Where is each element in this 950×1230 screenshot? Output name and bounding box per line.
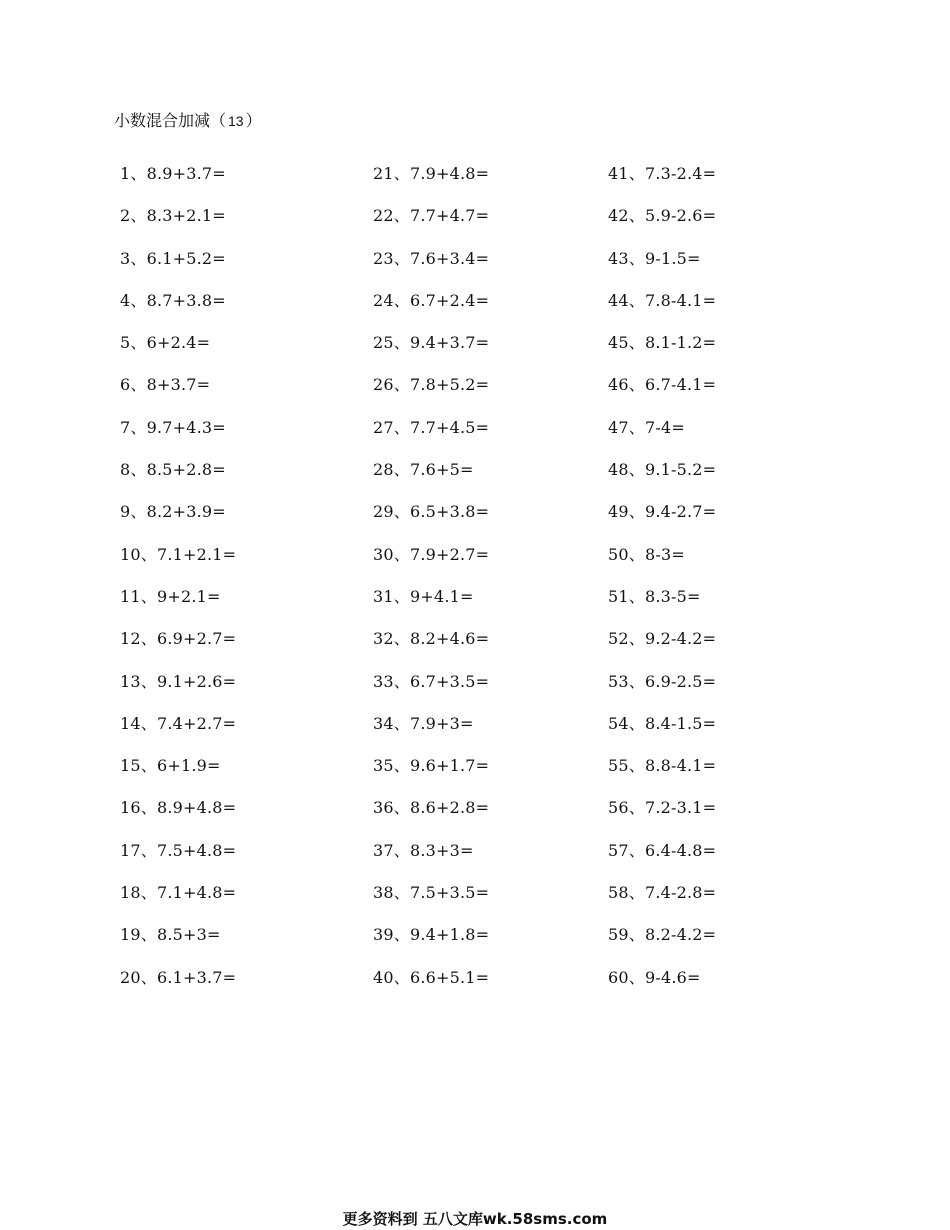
problem-item: 15、6+1.9= [120,756,221,776]
problem-item: 60、9-4.6= [608,967,701,987]
problem-item: 25、9.4+3.7= [373,333,490,353]
problem-item: 50、8-3= [608,544,685,564]
problem-item: 28、7.6+5= [373,460,474,480]
problem-item: 37、8.3+3= [373,840,474,860]
problem-item: 41、7.3-2.4= [608,164,717,183]
problem-item: 31、9+4.1= [373,586,474,606]
problem-item: 8、8.5+2.8= [120,460,226,480]
title-number: 13 [228,113,244,129]
problem-item: 6、8+3.7= [120,375,211,395]
problem-item: 9、8.2+3.9= [120,502,226,522]
problem-item: 7、9.7+4.3= [120,417,226,437]
problem-item: 30、7.9+2.7= [373,544,490,564]
problem-item: 46、6.7-4.1= [608,375,717,395]
problem-item: 21、7.9+4.8= [373,164,490,183]
problem-item: 2、8.3+2.1= [120,206,226,226]
problem-item: 49、9.4-2.7= [608,502,717,522]
problem-item: 59、8.2-4.2= [608,925,717,945]
problem-item: 14、7.4+2.7= [120,713,237,733]
problem-column-2 [373,158,603,1004]
problem-item: 17、7.5+4.8= [120,840,237,860]
problem-item: 55、8.8-4.1= [608,756,717,776]
problem-item: 4、8.7+3.8= [120,290,226,310]
problem-item: 33、6.7+3.5= [373,671,490,691]
problem-item: 19、8.5+3= [120,925,221,945]
problem-item: 12、6.9+2.7= [120,629,237,649]
problem-item: 27、7.7+4.5= [373,417,490,437]
problem-item: 23、7.6+3.4= [373,248,490,268]
problem-item: 57、6.4-4.8= [608,840,717,860]
problem-item: 39、9.4+1.8= [373,925,490,945]
problem-column-1 [120,158,350,1004]
problem-item: 18、7.1+4.8= [120,883,237,903]
problem-item: 22、7.7+4.7= [373,206,490,226]
problem-item: 58、7.4-2.8= [608,883,717,903]
problem-item: 56、7.2-3.1= [608,798,717,818]
problem-item: 32、8.2+4.6= [373,629,490,649]
problem-item: 42、5.9-2.6= [608,206,717,226]
problem-item: 45、8.1-1.2= [608,333,717,353]
problem-item: 24、6.7+2.4= [373,290,490,310]
problem-item: 5、6+2.4= [120,333,211,353]
problem-item: 13、9.1+2.6= [120,671,237,691]
problem-item: 10、7.1+2.1= [120,544,237,564]
problem-item: 1、8.9+3.7= [120,164,226,183]
title-text: 小数混合加减（ [114,111,227,130]
problem-item: 47、7-4= [608,417,685,437]
problem-item: 35、9.6+1.7= [373,756,490,776]
footer-link-text: 更多资料到 五八文库wk.58sms.com [342,1210,608,1228]
problem-item: 53、6.9-2.5= [608,671,717,691]
problem-item: 54、8.4-1.5= [608,713,717,733]
problem-item: 44、7.8-4.1= [608,290,717,310]
problem-item: 48、9.1-5.2= [608,460,717,480]
problem-item: 36、8.6+2.8= [373,798,490,818]
problem-item: 38、7.5+3.5= [373,883,490,903]
problem-item: 43、9-1.5= [608,248,701,268]
problem-item: 3、6.1+5.2= [120,248,226,268]
problem-item: 16、8.9+4.8= [120,798,237,818]
problem-item: 26、7.8+5.2= [373,375,490,395]
problem-item: 20、6.1+3.7= [120,967,237,987]
page-title [114,110,262,132]
title-close: ） [245,111,262,130]
problem-column-3 [608,158,838,1004]
problem-item: 34、7.9+3= [373,713,474,733]
problem-item: 52、9.2-4.2= [608,629,717,649]
problem-item: 29、6.5+3.8= [373,502,490,522]
problem-item: 11、9+2.1= [120,586,221,606]
problem-item: 51、8.3-5= [608,586,701,606]
problem-item: 40、6.6+5.1= [373,967,490,987]
